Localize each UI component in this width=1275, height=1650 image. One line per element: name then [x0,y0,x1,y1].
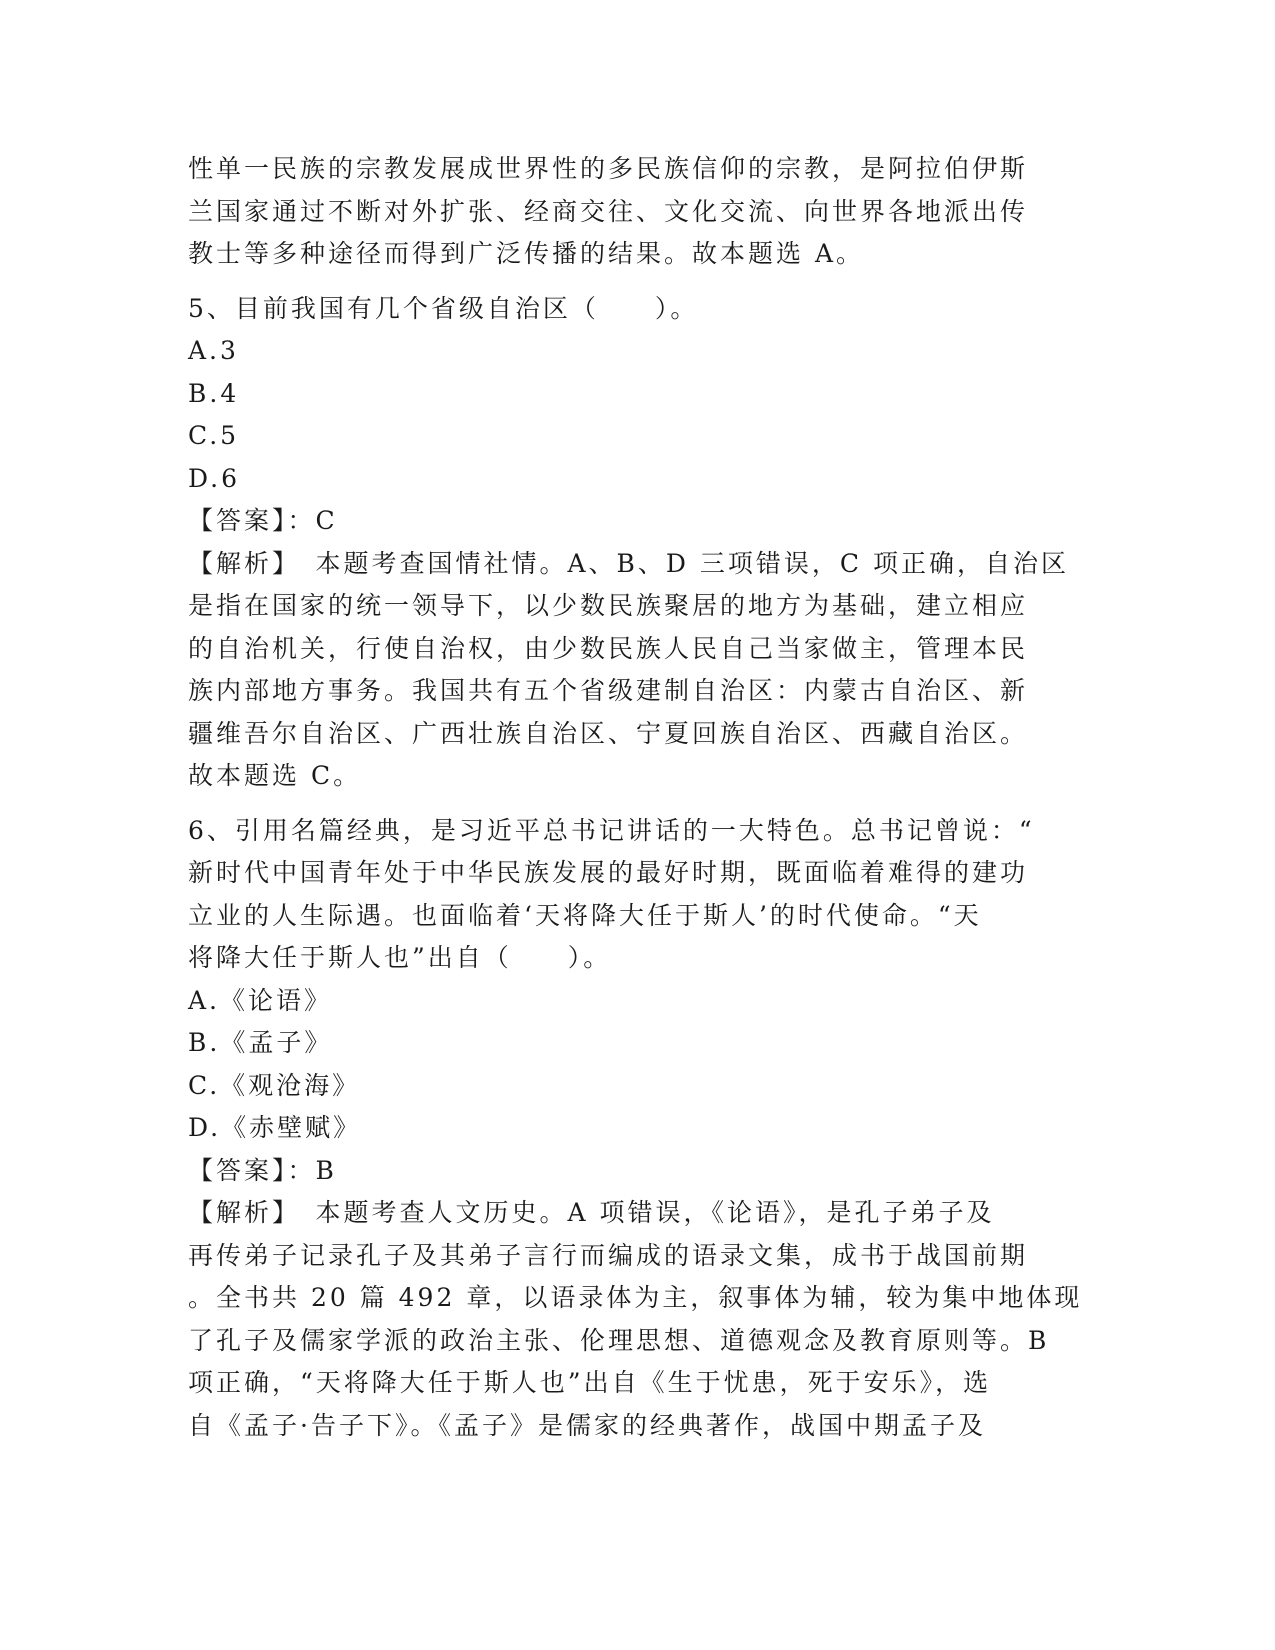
question-5-analysis-line: 族内部地方事务。我国共有五个省级建制自治区：内蒙古自治区、新 [188,676,1029,705]
question-5-analysis-line: 【解析】 本题考查国情社情。A、B、D 三项错误，C 项正确，自治区 [188,548,1069,578]
question-6-analysis-line: 【解析】 本题考查人文历史。A 项错误，《论语》，是孔子弟子及 [188,1198,995,1227]
question-5-option-c: C.5 [188,421,240,450]
question-6-analysis-line: 自《孟子·告子下》。《孟子》是儒家的经典著作，战国中期孟子及 [188,1410,986,1440]
question-6-analysis-line: 再传弟子记录孔子及其弟子言行而编成的语录文集，成书于战国前期 [188,1240,1029,1270]
question-6-analysis-line: 。全书共 20 篇 492 章，以语录体为主，叙事体为辅，较为集中地体现 [188,1283,1083,1312]
question-6-stem-line: 立业的人生际遇。也面临着‘天将降大任于斯人’的时代使命。“天 [188,900,982,930]
paragraph-gap [188,276,1088,288]
document-page [188,148,1088,1447]
question-5-option-b: B.4 [188,378,240,408]
question-6-option-d: D.《赤壁赋》 [188,1113,362,1142]
paragraph-gap [188,798,1088,810]
question-6-analysis-line: 项正确，“天将降大任于斯人也”出自《生于忧患，死于安乐》，选 [188,1368,992,1397]
question-6-stem-line: 6、引用名篇经典，是习近平总书记讲话的一大特色。总书记曾说：“ [188,815,1035,845]
question-5 [188,288,1088,798]
question-5-analysis-line: 是指在国家的统一领导下，以少数民族聚居的地方为基础，建立相应 [188,591,1029,620]
question-6-answer: 【答案】：B [188,1155,337,1185]
question-5-answer: 【答案】：C [188,506,338,535]
question-5-analysis-line: 故本题选 C。 [188,761,362,790]
question-5-analysis-line: 的自治机关，行使自治权，由少数民族人民自己当家做主，管理本民 [188,633,1029,663]
text-line: 性单一民族的宗教发展成世界性的多民族信仰的宗教，是阿拉伯伊斯 [188,154,1029,183]
question-6-option-c: C.《观沧海》 [188,1070,361,1100]
text-line: 教士等多种途径而得到广泛传播的结果。故本题选 A。 [188,239,865,268]
question-6-analysis-line: 了孔子及儒家学派的政治主张、伦理思想、道德观念及教育原则等。B [188,1325,1050,1355]
question-6-stem-line: 将降大任于斯人也”出自（ ）。 [188,943,612,972]
question-6-option-b: B.《孟子》 [188,1028,333,1057]
question-5-option-a: A.3 [188,336,239,365]
question-5-option-d: D.6 [188,463,241,493]
question-5-analysis-line: 疆维吾尔自治区、广西壮族自治区、宁夏回族自治区、西藏自治区。 [188,718,1029,748]
intro-analysis-continued [188,148,1088,276]
question-6-stem-line: 新时代中国青年处于中华民族发展的最好时期，既面临着难得的建功 [188,858,1029,887]
text-line: 兰国家通过不断对外扩张、经商交往、文化交流、向世界各地派出传 [188,196,1029,226]
question-5-stem: 5、目前我国有几个省级自治区（ ）。 [188,293,699,323]
question-6 [188,810,1088,1448]
question-6-option-a: A.《论语》 [188,985,333,1015]
